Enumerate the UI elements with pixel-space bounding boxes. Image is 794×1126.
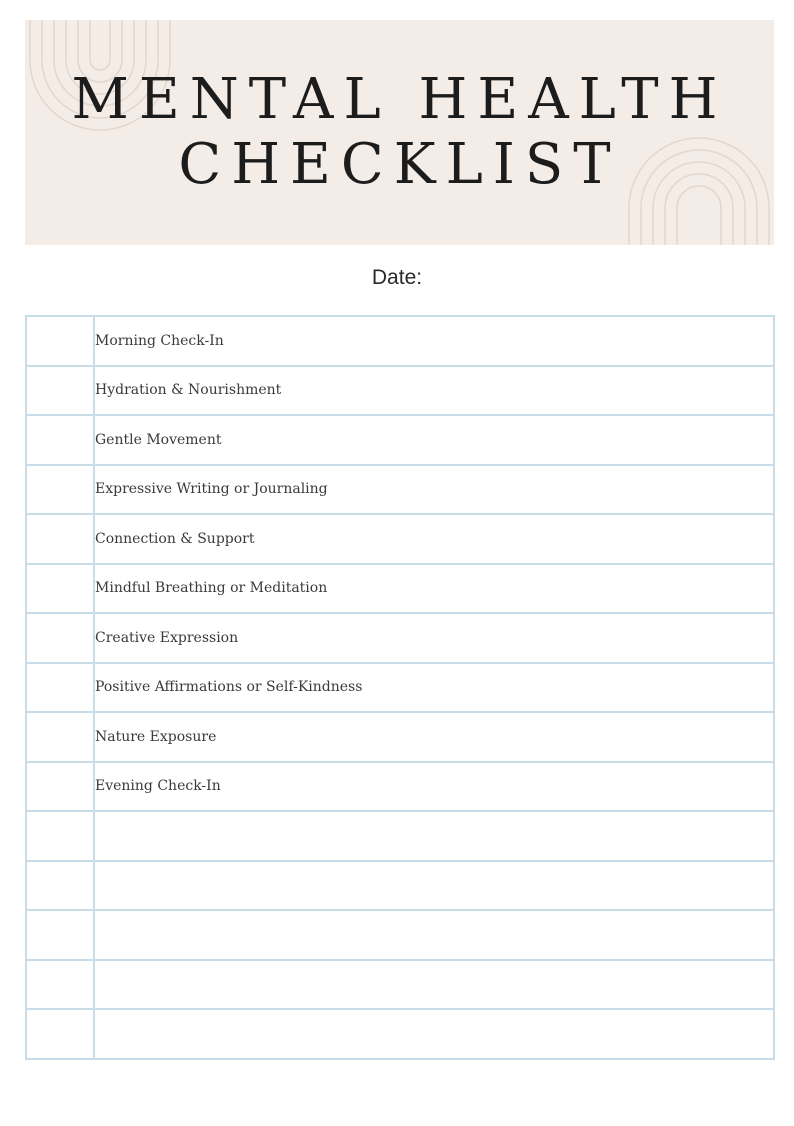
checklist-row [26,762,774,812]
checklist-row [26,366,774,416]
checklist-item-label: Mindful Breathing or Meditation [94,564,774,614]
checkbox-cell[interactable] [26,613,94,663]
checklist-row [26,415,774,465]
checklist-row [26,663,774,713]
checklist-item-label: Hydration & Nourishment [94,366,774,416]
page-title-line-2: CHECKLIST [178,132,621,197]
checklist-row [26,712,774,762]
checklist-row [26,564,774,614]
checklist-row [26,316,774,366]
checkbox-cell[interactable] [26,762,94,812]
checkbox-cell[interactable] [26,861,94,911]
date-label: Date: [371,266,423,289]
checkbox-cell[interactable] [26,910,94,960]
checkbox-cell[interactable] [26,564,94,614]
checklist-item-label: Evening Check-In [94,762,774,812]
header-banner [25,20,774,245]
checklist-row [26,960,774,1010]
checkbox-cell[interactable] [26,415,94,465]
checklist-item-label: Connection & Support [94,514,774,564]
checklist-item-label [94,960,774,1010]
page-title-line-1: MENTAL HEALTH [71,67,728,132]
checkbox-cell[interactable] [26,712,94,762]
checklist-item-label [94,910,774,960]
checklist-table [25,315,775,1060]
checklist-row [26,910,774,960]
checkbox-cell[interactable] [26,316,94,366]
checklist-row [26,465,774,515]
checkbox-cell[interactable] [26,960,94,1010]
checkbox-cell[interactable] [26,465,94,515]
checklist-item-label [94,1009,774,1059]
checkbox-cell[interactable] [26,1009,94,1059]
checkbox-cell[interactable] [26,663,94,713]
checkbox-cell[interactable] [26,514,94,564]
checklist-row [26,613,774,663]
checklist-row [26,811,774,861]
checklist-row [26,861,774,911]
checklist-item-label [94,811,774,861]
checklist-item-label [94,861,774,911]
checkbox-cell[interactable] [26,366,94,416]
checklist-item-label: Gentle Movement [94,415,774,465]
checkbox-cell[interactable] [26,811,94,861]
checklist-item-label: Morning Check-In [94,316,774,366]
checklist-row [26,514,774,564]
checklist-row [26,1009,774,1059]
checklist-item-label: Expressive Writing or Journaling [94,465,774,515]
checklist-item-label: Creative Expression [94,613,774,663]
checklist-item-label: Positive Affirmations or Self-Kindness [94,663,774,713]
checklist-item-label: Nature Exposure [94,712,774,762]
